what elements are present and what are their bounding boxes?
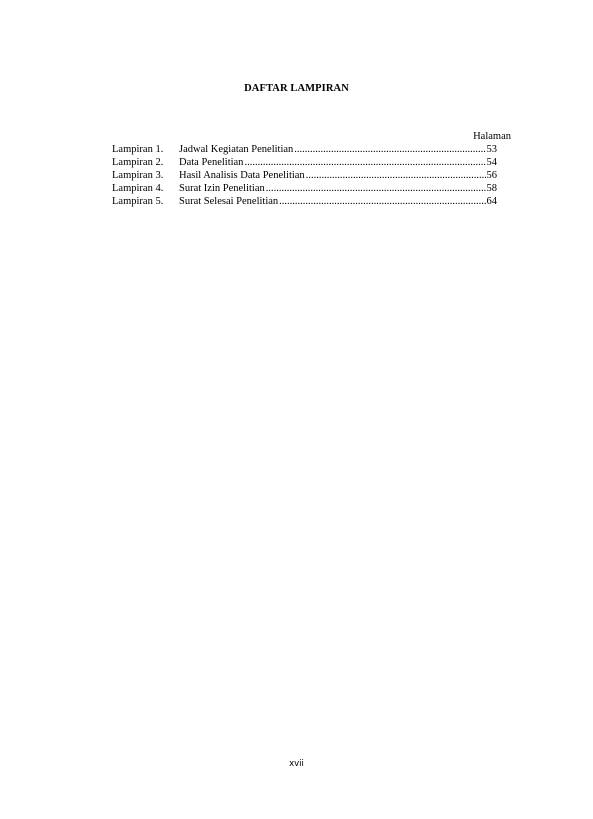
page-number: xvii [289, 759, 304, 769]
appendix-entry [179, 195, 497, 208]
appendix-title: Jadwal Kegiatan Penelitian [179, 144, 294, 155]
appendix-number: Lampiran 3. [112, 170, 164, 181]
appendix-number: Lampiran 1. [112, 144, 164, 155]
list-item [112, 143, 497, 156]
appendix-list [112, 143, 497, 208]
appendix-page-number: 58 [486, 183, 497, 194]
appendix-entry [179, 182, 497, 195]
appendix-page-number: 54 [486, 157, 497, 168]
dot-leader [306, 169, 486, 182]
appendix-entry [179, 169, 497, 182]
appendix-entry [179, 143, 497, 156]
dot-leader [266, 182, 486, 195]
dot-leader [279, 195, 485, 208]
list-item [112, 156, 497, 169]
page-column-header: Halaman [473, 131, 511, 142]
appendix-page-number: 53 [486, 144, 497, 155]
list-item [112, 195, 497, 208]
appendix-number: Lampiran 2. [112, 157, 164, 168]
dot-leader [244, 156, 485, 169]
dot-leader [294, 143, 485, 156]
appendix-number: Lampiran 5. [112, 196, 164, 207]
list-item [112, 182, 497, 195]
document-title: DAFTAR LAMPIRAN [244, 83, 349, 94]
list-item [112, 169, 497, 182]
appendix-title: Data Penelitian [179, 157, 244, 168]
appendix-title: Surat Selesai Penelitian [179, 196, 279, 207]
appendix-title: Surat Izin Penelitian [179, 183, 265, 194]
appendix-page-number: 64 [486, 196, 497, 207]
appendix-page-number: 56 [486, 170, 497, 181]
appendix-number: Lampiran 4. [112, 183, 164, 194]
appendix-entry [179, 156, 497, 169]
appendix-title: Hasil Analisis Data Penelitian [179, 170, 305, 181]
